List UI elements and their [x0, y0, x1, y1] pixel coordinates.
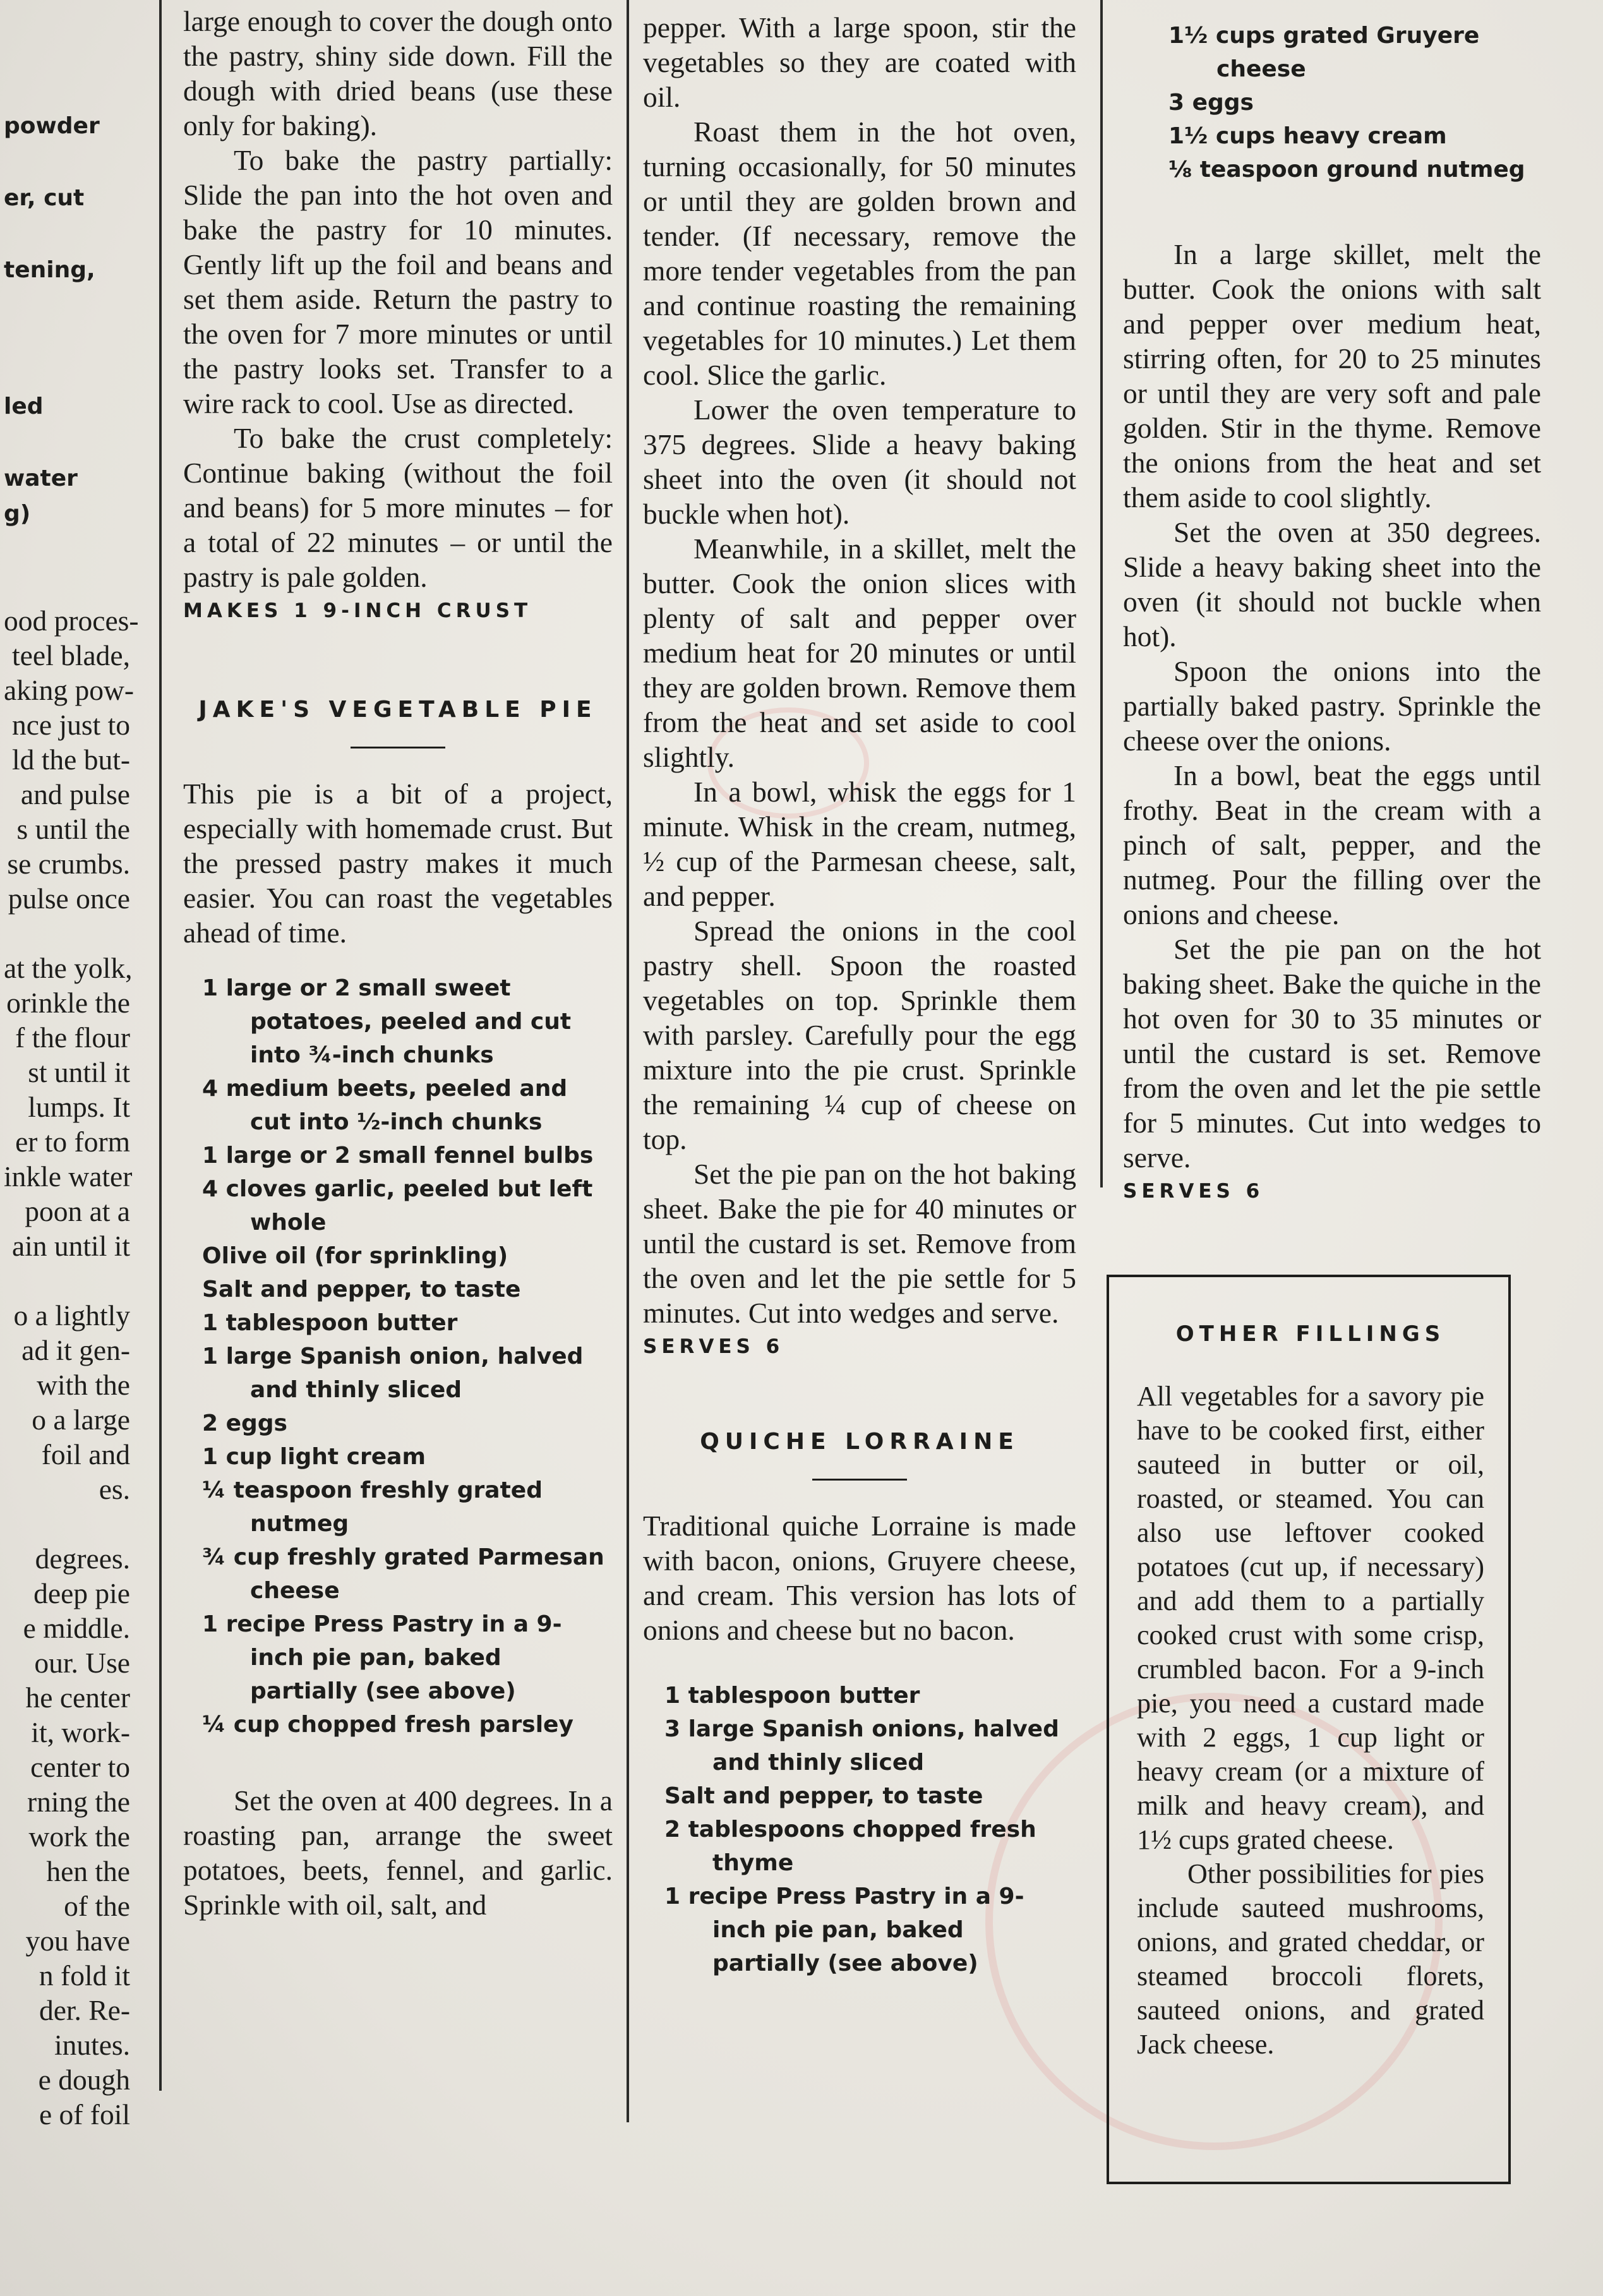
fragment-line: [4, 916, 130, 951]
fragment-line: inkle water: [4, 1160, 133, 1193]
fragment-line: ood proces-: [4, 604, 139, 637]
fragment-line: work the: [28, 1820, 130, 1853]
fragment-line: er to form: [15, 1126, 130, 1158]
fragment-line: es.: [99, 1473, 130, 1505]
ingredient-item: 2 tablespoons chopped fresh thyme: [664, 1817, 1036, 1876]
ingredient-item: Salt and pepper, to taste: [202, 1277, 521, 1302]
recipe-intro: [643, 1508, 1076, 1647]
ingredient-item: 1½ cups heavy cream: [1168, 123, 1447, 149]
ingredient-item: ¾ cup freshly grated Parmesan cheese: [202, 1544, 604, 1604]
fragment-line: he center: [25, 1681, 130, 1714]
fragment-line: you have: [25, 1925, 130, 1957]
paragraph: Meanwhile, in a skillet, melt the butter. Cook the onion slices with plenty of salt and pepper over medium heat for 20 minutes or until they are golden brown. Remove them from the heat and set aside to cool slightly.: [643, 532, 1076, 773]
left-fragment-column: [0, 0, 147, 2296]
ingredient-list: [183, 971, 613, 1741]
ingredient-item: 1 recipe Press Pastry in a 9-inch pie pan, baked partially (see above): [664, 1884, 1024, 1976]
fragment-line: pulse once: [8, 882, 130, 915]
paragraph: Spoon the onions into the partially baked pastry. Sprinkle the cheese over the onions.: [1123, 655, 1541, 757]
intro-text: This pie is a bit of a project, especially with homemade crust. But the pressed pastry makes it much easier. You can roast the vegetables ahead of time.: [183, 778, 613, 949]
paragraph: In a large skillet, melt the butter. Cook the onions with salt and pepper over medium heat, stirring often, for 20 to 25 minutes or until they are very soft and pale golden. Stir in the thyme. Remove the onions from the heat and set them aside to cool slightly.: [1123, 238, 1541, 514]
ingredient-item: Olive oil (for sprinkling): [202, 1243, 508, 1269]
left-ingredient-fragments: [4, 109, 147, 532]
method-text: [183, 1783, 613, 1922]
recipe-yield: SERVES 6: [1123, 1180, 1264, 1203]
paragraph: To bake the crust completely: Continue baking (without the foil and beans) for 5 more minutes – for a total of 22 minutes – or until the pastry is pale golden.: [183, 422, 613, 593]
paragraph: Set the oven at 350 degrees. Slide a heavy baking sheet into the oven (it should not buckle when hot).: [1123, 516, 1541, 652]
fragment-line: with the: [37, 1369, 130, 1401]
column-1-text: [183, 4, 613, 594]
recipe-title: QUICHE LORRAINE: [700, 1429, 1019, 1455]
fragment-line: water: [4, 466, 78, 491]
fragment-line: ld the but-: [11, 743, 130, 776]
fragment-line: [4, 1263, 130, 1298]
ingredient-item: ¼ teaspoon freshly grated nutmeg: [202, 1477, 543, 1537]
fragment-line: lumps. It: [28, 1091, 130, 1123]
sidebar-title: OTHER FILLINGS: [1175, 1321, 1446, 1347]
fragment-line: o a lightly: [13, 1299, 130, 1331]
fragment-line: rning the: [27, 1786, 130, 1818]
fragment-line: g): [4, 501, 31, 527]
recipe-intro: [183, 776, 613, 950]
column-2: [643, 0, 1076, 2296]
paragraph: Roast them in the hot oven, turning occasionally, for 50 minutes or until they are golden brown and tender. (If necessary, remove the more tender vegetables from the pan and continue roasting the remaining vegetables for 10 minutes.) Let them cool. Slice the garlic.: [643, 116, 1076, 391]
fragment-line: at the yolk,: [4, 952, 133, 984]
ingredient-item: ⅛ teaspoon ground nutmeg: [1168, 157, 1525, 183]
ingredient-item: 1 cup light cream: [202, 1444, 426, 1470]
ingredient-item: 4 medium beets, peeled and cut into ½-inch chunks: [202, 1076, 568, 1135]
ingredient-item: 3 eggs: [1168, 90, 1254, 116]
paragraph: Set the pie pan on the hot baking sheet. Bake the quiche in the hot oven for 30 to 35 minutes or until the custard is set. Remove from the oven and let the pie settle for 5 minutes. Cut into wedges to serve.: [1123, 933, 1541, 1174]
paragraph: To bake the pastry partially: Slide the pan into the hot oven and bake the pastry for 10 minutes. Gently lift up the foil and beans and set them aside. Return the pastry to the oven for 7 more minutes or until the pastry looks set. Transfer to a wire rack to cool. Use as directed.: [183, 144, 613, 419]
ingredient-item: 1 large Spanish onion, halved and thinly sliced: [202, 1343, 584, 1403]
fragment-line: teel blade,: [12, 639, 130, 671]
fragment-line: orinkle the: [6, 987, 130, 1019]
fragment-line: st until it: [28, 1056, 130, 1088]
column-rule: [1100, 0, 1103, 1187]
fragment-line: degrees.: [35, 1542, 130, 1575]
fragment-line: tening,: [4, 257, 95, 283]
recipe-title: JAKE'S VEGETABLE PIE: [198, 697, 597, 723]
fragment-line: er, cut: [4, 185, 85, 211]
ingredient-item: Salt and pepper, to taste: [664, 1783, 983, 1809]
fragment-line: center to: [30, 1751, 130, 1783]
column-1: [183, 0, 613, 2296]
paragraph: All vegetables for a savory pie have to be cooked first, either sauteed in butter or oil, roasted, or steamed. You can also use leftover cooked potatoes (cut up, if necessary) and add them to a partially cooked crust with some crisp, crumbled bacon. For a 9-inch pie, you need a custard made with 2 eggs, 1 cup light or heavy cream (or a mixture of milk and heavy cream), and 1½ cups grated cheese.: [1137, 1381, 1484, 1855]
ingredient-list: [1123, 19, 1541, 186]
ingredient-item: 2 eggs: [202, 1410, 287, 1436]
fragment-line: e dough: [38, 2064, 130, 2096]
ingredient-item: ¼ cup chopped fresh parsley: [202, 1712, 573, 1738]
fragment-line: our. Use: [34, 1647, 130, 1679]
ingredient-item: 3 large Spanish onions, halved and thinly sliced: [664, 1716, 1059, 1776]
fragment-line: se crumbs.: [7, 848, 130, 880]
other-fillings-box: [1107, 1275, 1511, 2184]
fragment-line: poon at a: [25, 1195, 130, 1227]
fragment-line: aking pow-: [4, 674, 134, 706]
ingredient-item: 1 large or 2 small fennel bulbs: [202, 1143, 594, 1169]
paragraph: Other possibilities for pies include sauteed mushrooms, onions, and grated cheddar, or steamed broccoli florets, sauteed onions, and grated Jack cheese.: [1137, 1858, 1484, 2060]
left-body-fragments: [4, 603, 139, 2132]
ingredient-item: 1½ cups grated Gruyere cheese: [1168, 23, 1480, 82]
fragment-line: n fold it: [39, 1959, 130, 1992]
title-divider: [351, 747, 445, 748]
fragment-line: e middle.: [23, 1612, 130, 1644]
ingredient-item: 4 cloves garlic, peeled but left whole: [202, 1176, 593, 1235]
paragraph: Set the pie pan on the hot baking sheet. Bake the pie for 40 minutes or until the custard is set. Remove from the oven and let the pie settle for 5 minutes. Cut into wedges and serve.: [643, 1158, 1076, 1329]
column-rule: [627, 0, 629, 2122]
column-2-text: [643, 10, 1076, 1330]
paragraph: large enough to cover the dough onto the pastry, shiny side down. Fill the dough with dried beans (use these only for baking).: [183, 5, 613, 141]
ingredient-item: 1 recipe Press Pastry in a 9-inch pie pan, baked partially (see above): [202, 1611, 562, 1704]
paragraph: Lower the oven temperature to 375 degrees. Slide a heavy baking sheet into the oven (it should not buckle when hot).: [643, 394, 1076, 530]
fragment-line: ad it gen-: [21, 1334, 130, 1366]
paragraph: pepper. With a large spoon, stir the vegetables so they are coated with oil.: [643, 11, 1076, 113]
fragment-line: f the flour: [15, 1021, 130, 1054]
fragment-line: [4, 1506, 130, 1541]
fragment-line: hen the: [46, 1855, 130, 1887]
fragment-line: it, work-: [31, 1716, 130, 1748]
fragment-line: s until the: [16, 813, 130, 845]
fragment-line: nce just to: [11, 709, 130, 741]
fragment-line: led: [4, 394, 44, 419]
fragment-line: ain until it: [11, 1230, 130, 1262]
fragment-line: foil and: [41, 1438, 130, 1470]
fragment-line: der. Re-: [39, 1994, 130, 2026]
fragment-line: of the: [64, 1890, 130, 1922]
intro-text: Traditional quiche Lorraine is made with bacon, onions, Gruyere cheese, and cream. This version has lots of onions and cheese but no bacon.: [643, 1510, 1076, 1646]
recipe-yield: SERVES 6: [643, 1335, 784, 1358]
title-divider: [812, 1479, 907, 1481]
ingredient-item: 1 large or 2 small sweet potatoes, peeled and cut into ¾-inch chunks: [202, 975, 572, 1068]
paragraph: Spread the onions in the cool pastry shell. Spoon the roasted vegetables on top. Sprinkle them with parsley. Carefully pour the egg mixture into the pie crust. Sprinkle the remaining ¼ cup of cheese on top.: [643, 915, 1076, 1155]
ingredient-item: 1 tablespoon butter: [664, 1683, 920, 1709]
paragraph: Set the oven at 400 degrees. In a roasting pan, arrange the sweet potatoes, beets, fennel, and garlic. Sprinkle with oil, salt, and: [183, 1784, 613, 1921]
fragment-line: inutes.: [54, 2029, 130, 2061]
recipe-yield: MAKES 1 9-INCH CRUST: [183, 599, 532, 622]
fragment-line: powder: [4, 113, 100, 139]
column-3-text: [1123, 237, 1541, 1175]
fragment-line: deep pie: [33, 1577, 130, 1609]
ingredient-item: 1 tablespoon butter: [202, 1310, 458, 1336]
sidebar-text: [1137, 1379, 1484, 2062]
paragraph: In a bowl, whisk the eggs for 1 minute. Whisk in the cream, nutmeg, ½ cup of the Parmesan cheese, salt, and pepper.: [643, 776, 1076, 912]
fragment-line: e of foil: [39, 2098, 130, 2131]
column-rule: [159, 0, 162, 2091]
ingredient-list: [643, 1679, 1076, 1980]
fragment-line: o a large: [32, 1403, 130, 1436]
paragraph: In a bowl, beat the eggs until frothy. Beat in the cream with a pinch of salt, pepper, and the nutmeg. Pour the filling over the onions and cheese.: [1123, 759, 1541, 930]
fragment-line: and pulse: [20, 778, 130, 810]
